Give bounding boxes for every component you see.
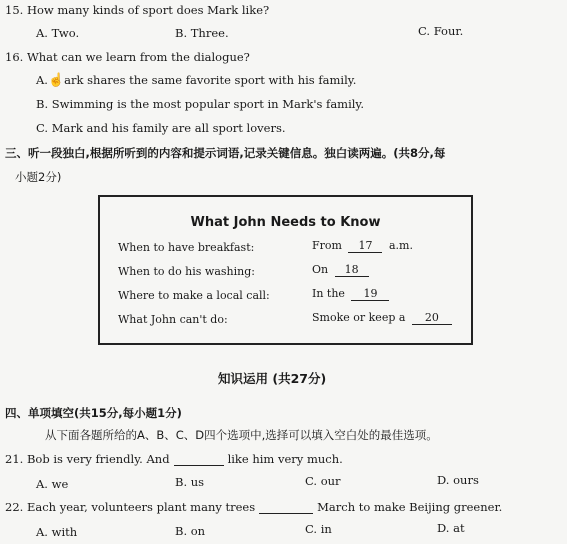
q16-option-c: C. Mark and his family are all sport lovers. xyxy=(36,121,286,135)
note-row-answer xyxy=(312,239,413,253)
question-15-stem: 15. How many kinds of sport does Mark like? xyxy=(5,3,270,17)
note-row-label: What John can't do: xyxy=(118,313,228,326)
note-box-title: What John Needs to Know xyxy=(190,215,381,230)
question-22-stem xyxy=(5,500,502,514)
q21-stem-part1: 21. Bob is very friendly. And xyxy=(5,452,170,466)
answer-suffix: a.m. xyxy=(388,239,413,252)
note-box xyxy=(98,195,473,345)
note-row-label: Where to make a local call: xyxy=(118,289,270,302)
q22-option-b: B. on xyxy=(175,524,206,538)
q22-stem-part1: 22. Each year, volunteers plant many trees xyxy=(5,500,256,514)
q21-stem-part2: like him very much. xyxy=(227,452,343,466)
answer-prefix: From xyxy=(312,239,342,252)
section-4-instructions: 从下面各题所给的A、B、C、D四个选项中,选择可以填入空白处的最佳选项。 xyxy=(45,428,438,442)
answer-blank-18[interactable]: 18 xyxy=(335,263,369,277)
q22-option-c: C. in xyxy=(305,522,332,536)
q21-option-a: A. we xyxy=(36,477,69,491)
q21-option-b: B. us xyxy=(175,475,205,489)
answer-blank-20[interactable]: 20 xyxy=(412,311,452,325)
note-row-answer xyxy=(312,263,372,277)
answer-blank-19[interactable]: 19 xyxy=(351,287,389,301)
q21-option-d: D. ours xyxy=(437,473,479,487)
pointing-hand-icon: ☝ xyxy=(47,73,65,88)
question-16-stem: 16. What can we learn from the dialogue? xyxy=(5,50,250,64)
q15-option-c: C. Four. xyxy=(418,24,464,38)
note-row-answer xyxy=(312,311,455,325)
q16-option-b: B. Swimming is the most popular sport in Mark's family. xyxy=(36,97,365,111)
question-21-stem xyxy=(5,452,343,466)
q16-option-a-prefix: A. xyxy=(36,73,48,87)
note-row-label: When to have breakfast: xyxy=(118,241,255,254)
part-heading: 知识运用 (共27分) xyxy=(218,371,327,386)
answer-prefix: In the xyxy=(312,287,345,300)
q22-option-a: A. with xyxy=(36,525,78,539)
q22-option-d: D. at xyxy=(437,521,465,535)
q16-option-a-text: ark shares the same favorite sport with his family. xyxy=(64,73,357,87)
q16-option-a xyxy=(36,73,356,88)
note-row-answer xyxy=(312,287,392,301)
answer-prefix: On xyxy=(312,263,329,276)
q21-option-c: C. our xyxy=(305,474,341,488)
answer-prefix: Smoke or keep a xyxy=(312,311,406,324)
q15-option-b: B. Three. xyxy=(175,26,229,40)
q22-stem-part2: March to make Beijing greener. xyxy=(317,500,503,514)
q21-blank[interactable] xyxy=(174,465,224,466)
section-3-heading: 三、听一段独白,根据所听到的内容和提示词语,记录关键信息。独白读两遍。(共8分,每 xyxy=(5,146,446,160)
q22-blank[interactable] xyxy=(259,513,313,514)
q15-option-a: A. Two. xyxy=(36,26,80,40)
section-3-heading-cont: 小题2分) xyxy=(15,170,62,184)
section-4-heading: 四、单项填空(共15分,每小题1分) xyxy=(5,406,182,420)
note-row-label: When to do his washing: xyxy=(118,265,255,278)
answer-blank-17[interactable]: 17 xyxy=(348,239,382,253)
